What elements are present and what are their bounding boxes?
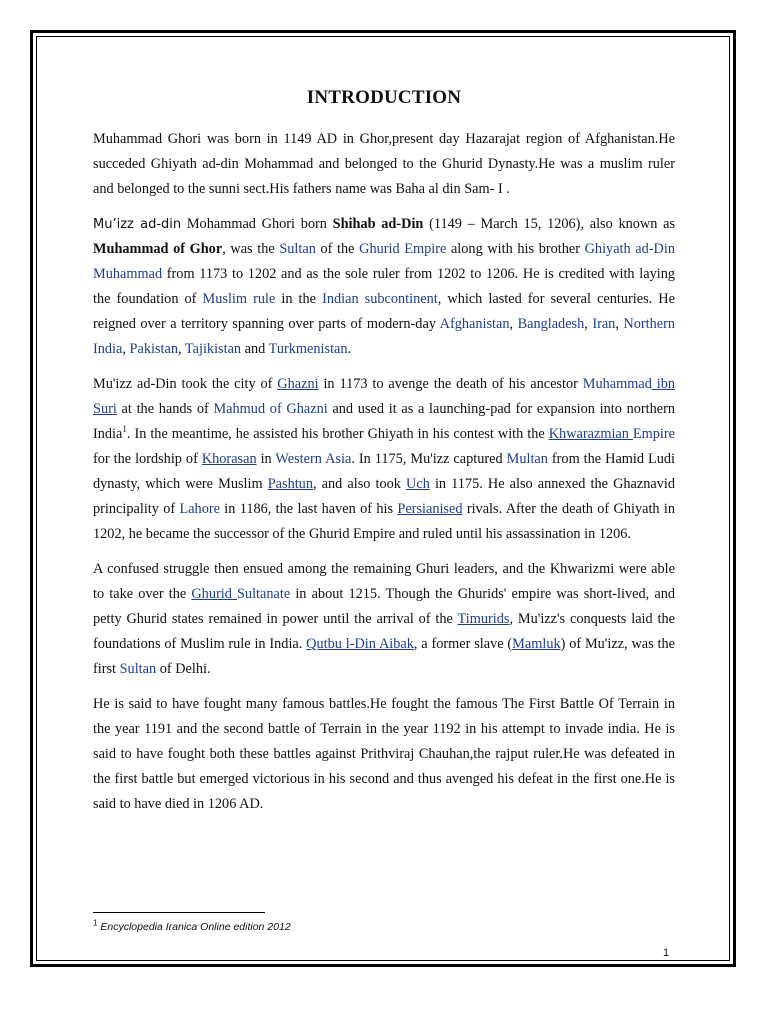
text: of the — [315, 241, 360, 257]
footnote-ref[interactable]: 1 — [122, 424, 127, 435]
text: in — [256, 451, 276, 467]
text: Mu'izz ad-Din took the city of — [93, 376, 278, 392]
text: in 1173 to avenge the death of his ancestor — [318, 376, 583, 392]
text: , was the — [222, 241, 280, 257]
document-body — [93, 127, 675, 827]
text: in 1186, the last haven of his — [219, 501, 398, 517]
text: (1149 – March 15, 1206), also known as — [423, 216, 676, 232]
text: along with his brother — [446, 241, 585, 257]
text: . — [347, 341, 352, 357]
link-afghanistan[interactable]: Afghanistan — [439, 316, 510, 332]
link-multan[interactable]: Multan — [506, 451, 548, 467]
link-bangladesh[interactable]: Bangladesh — [517, 316, 585, 332]
link-turkmenistan[interactable]: Turkmenistan — [268, 341, 348, 357]
text: , — [178, 341, 185, 357]
link-pashtun[interactable]: Pashtun — [267, 476, 313, 492]
paragraph-battles: He is said to have fought many famous battles.He fought the famous The First Battle Of Terrain in the year 1191 and the second battle of Terrain in the year 1192 in his attempt to invade india. He is said to have fought both these battles against Prithviraj Chauhan,the rajput ruler.He was defeated in the first battle but emerged victorious in his second and thus avenged his defeat in the first one.He is said to have died in 1206 AD. — [93, 696, 675, 812]
text: , — [509, 316, 518, 332]
text: Mu’izz ad-din — [93, 217, 182, 232]
text: , a former slave ( — [413, 636, 513, 652]
link-mahmud-of-ghazni[interactable]: Mahmud of Ghazni — [213, 401, 328, 417]
text: A confused struggle then ensued among the remaining Ghuri leaders, and the Khwarizmi were able to take over the — [93, 561, 675, 602]
link-tajikistan[interactable]: Tajikistan — [184, 341, 242, 357]
text: in about 1215. Though the Ghurids' empire was short-lived, and petty Ghurid states remained in power until the arrival of the — [93, 586, 675, 627]
link-indian-subcontinent[interactable]: Indian subcontinent — [322, 291, 438, 307]
link-sultan[interactable]: Sultan — [279, 241, 316, 257]
link-ibn-suri[interactable]: ibn Suri — [93, 376, 676, 417]
text: in 1175. He also annexed the Ghaznavid principality of — [93, 476, 675, 517]
text: , — [615, 316, 624, 332]
link-pakistan[interactable]: Pakistan — [129, 341, 178, 357]
link-khwarazmian[interactable]: Khwarazmian — [548, 426, 633, 442]
text: rivals. After the death of Ghiyath in 1202, he became the successor of the Ghurid Empire and ruled until his assassination in 1206. — [93, 501, 676, 542]
text: Shihab ad-Din — [332, 216, 424, 232]
link-ghiyath[interactable]: Ghiyath ad-Din Muhammad — [93, 241, 675, 282]
text: Mohammad Ghori born — [181, 216, 333, 232]
link-ghurid-empire[interactable]: Ghurid Empire — [359, 241, 447, 257]
link-persianised[interactable]: Persianised — [397, 501, 463, 517]
footnote — [93, 918, 291, 933]
link-muslim-rule[interactable]: Muslim rule — [202, 291, 276, 307]
text: Muhammad of Ghor — [93, 241, 223, 257]
paragraph-birth: Muhammad Ghori was born in 1149 AD in Ghor,present day Hazarajat region of Afghanistan.He succeded Ghiyath ad-din Mohammad and belonged to the Ghurid Dynasty.He was a muslim ruler and belonged to the sunni sect.His fathers name was Baha al din Sam- I . — [93, 131, 675, 197]
link-empire[interactable]: Empire — [632, 426, 675, 442]
link-ghazni[interactable]: Ghazni — [277, 376, 319, 392]
paragraph-conquests — [93, 372, 675, 547]
text: , which lasted for several centuries. He reigned over a territory spanning over parts of modern-day — [93, 291, 675, 332]
link-khorasan[interactable]: Khorasan — [201, 451, 257, 467]
text: and used it as a launching-pad for expansion into northern India — [93, 401, 676, 442]
text: and — [241, 341, 269, 357]
text: at the hands of — [116, 401, 214, 417]
text: , and also took — [312, 476, 407, 492]
text: from 1173 to 1202 and as the sole ruler from 1202 to 1206. He is credited with laying the foundation of — [93, 266, 675, 307]
text: . In 1175, Mu'izz captured — [351, 451, 507, 467]
footnote-marker: 1 — [93, 918, 98, 928]
footnote-text: Encyclopedia Iranica Online edition 2012 — [97, 921, 291, 933]
text: from the Hamid Ludi dynasty, which were Muslim — [93, 451, 676, 492]
link-iran[interactable]: Iran — [592, 316, 616, 332]
paragraph-succession — [93, 557, 675, 682]
text: , — [122, 341, 130, 357]
footnote-divider — [93, 912, 265, 913]
link-sultan-delhi[interactable]: Sultan — [119, 661, 157, 677]
link-timurids[interactable]: Timurids — [457, 611, 510, 627]
text: for the lordship of — [93, 451, 202, 467]
text: . In the meantime, he assisted his brother Ghiyath in his contest with the — [126, 426, 549, 442]
link-muhammad[interactable]: Muhammad — [582, 376, 652, 392]
text: ) of Mu'izz, was the first — [93, 636, 675, 677]
text: , — [584, 316, 593, 332]
link-ghurid[interactable]: Ghurid — [191, 586, 237, 602]
link-uch[interactable]: Uch — [406, 476, 430, 492]
link-western-asia[interactable]: Western Asia — [275, 451, 352, 467]
text: , Mu'izz's conquests laid the foundations of Muslim rule in India. — [93, 611, 676, 652]
page-number: 1 — [663, 947, 670, 959]
link-lahore[interactable]: Lahore — [179, 501, 220, 517]
page-title: INTRODUCTION — [306, 87, 462, 108]
link-qutbu-l-din-aibak[interactable]: Qutbu l-Din Aibak — [306, 636, 414, 652]
text: in the — [275, 291, 323, 307]
link-mamluk[interactable]: Mamluk — [512, 636, 561, 652]
text: of Delhi. — [156, 661, 211, 677]
link-northern-india[interactable]: Northern India — [93, 316, 676, 357]
paragraph-identity — [93, 212, 675, 362]
link-sultanate[interactable]: Sultanate — [236, 586, 291, 602]
